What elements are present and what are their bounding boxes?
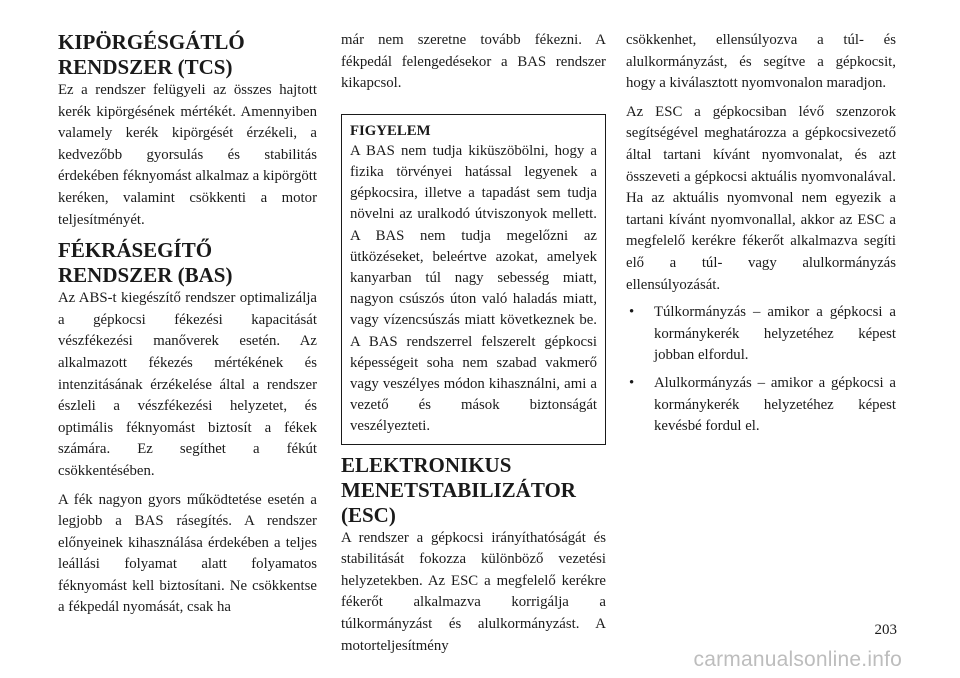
list-item-text: Túlkormányzás – amikor a gépkocsi a kormánykerék helyzetéhez képest jobban elfordul.: [654, 304, 896, 364]
bullet-icon: •: [629, 304, 635, 321]
column-middle: [341, 30, 606, 657]
list-item: [626, 302, 896, 367]
tcs-heading: KIPÖRGÉSGÁTLÓ RENDSZER (TCS): [58, 30, 245, 79]
esc-continuation: csökkenhet, ellensúlyozva a túl- és alulkormányzást, és segítve a gépkocsit, hogy a kiválasztott nyomvonalon maradjon.: [626, 32, 896, 92]
esc-heading: ELEKTRONIKUS MENETSTABILIZÁTOR (ESC): [341, 452, 576, 527]
list-item-text: Alulkormányzás – amikor a gépkocsi a kormánykerék helyzetéhez képest kevésbé fordul el.: [654, 374, 896, 435]
list-item: [626, 373, 896, 438]
column-right: [626, 30, 896, 444]
bas-continuation: már nem szeretne tovább fékezni. A fékpedál felengedésekor a BAS rendszer kikapcsol.: [341, 32, 606, 92]
page-number: 203: [874, 622, 897, 638]
tcs-paragraph: Ez a rendszer felügyeli az összes hajtott kerék kipörgésének mértékét. Amennyiben valamely kerék kipörgését érzékeli, a kedvezőbb gyorsulás és stabilitás érdekében féknyomást alkalmaz a kipörgött keréken, valamint csökkenti a motor teljesítményét.: [58, 82, 317, 228]
column-left: [58, 30, 317, 619]
esc-paragraph: A rendszer a gépkocsi irányíthatóságát és stabilitását fokozza különböző vezetési helyzetekben. Az ESC a megfelelő kerékre fékerőt alkalmazva korrigálja a túlkormányzást és alulkormányzást. A motorteljesítmény: [341, 529, 606, 654]
watermark: carmanualsonline.info: [693, 648, 902, 671]
bas-heading: FÉKRÁSEGÍTŐ RENDSZER (BAS): [58, 238, 233, 288]
warning-text: A BAS nem tudja kiküszöbölni, hogy a fizika törvényei hatással legyenek a gépkocsira, illetve a tapadást sem tudja növelni az uralkodó útviszonyok mellett. A BAS nem tudja megelőzni az ütközéseket, beleértve azokat, amelyek kanyarban túl nagy sebesség miatt, nagyon csúszós úton való haladás miatt, vagy vízencsúszás miatt következnek be. A BAS rendszerrel felszerelt gépkocsi képességeit soha nem szabad vakmerő vagy veszélyes módon kihasználni, ami a vezető és mások biztonságát veszélyezteti.: [350, 142, 597, 435]
bas-paragraph-2: A fék nagyon gyors működtetése esetén a legjobb a BAS rásegítés. A rendszer előnyeinek kihasználása érdekében a teljes leállási folyamat alatt folyamatos féknyomást kell biztosítani. Ne csökkentse a fékpedál nyomását, csak ha: [58, 491, 317, 616]
warning-title: FIGYELEM: [350, 122, 431, 139]
esc-paragraph-2: Az ESC a gépkocsiban lévő szenzorok segítségével meghatározza a gépkocsivezető által tartani kívánt nyomvonalat, és azt összeveti a gépkocsi aktuális nyomvonalával. Ha az aktuális nyomvonal nem egyezik a tartani kívánt nyomvonallal, akkor az ESC a megfelelő kerékre fékerőt alkalmazva segíti elő a túl- vagy alulkormányzás ellensúlyozását.: [626, 103, 896, 293]
warning-box: [341, 114, 606, 445]
bullet-icon: •: [629, 374, 635, 391]
esc-bullet-list: [626, 302, 896, 438]
bas-paragraph-1: Az ABS-t kiegészítő rendszer optimalizálja a gépkocsi fékezési kapacitását vészfékezési manőverek esetén. Az alkalmazott fékezés mértékének és intenzitásának érzékelése által a rendszer észleli a vészfékezési helyzetet, és optimális féknyomást biztosít a fékek számára. Ez segíthet a fékút csökkentésében.: [58, 290, 317, 479]
